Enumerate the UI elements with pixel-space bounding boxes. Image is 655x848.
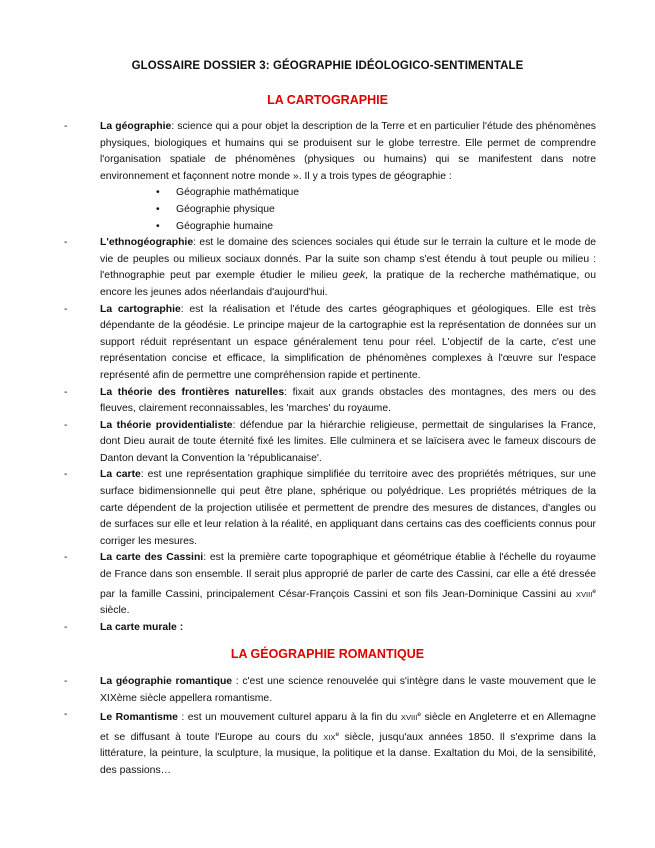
list-dash: -	[64, 621, 68, 633]
entry-term: La théorie providentialiste	[100, 419, 233, 431]
entry-definition-middle: siècle en Angleterre et en Allemagne et se diffusant à toute l'Europe au cours du	[100, 712, 596, 743]
entry-definition: : c'est une science renouvelée qui s'intègre dans le vaste mouvement que le XIXème siècle appellera romantisme.	[100, 676, 596, 704]
glossary-entry-carte-murale	[60, 620, 596, 637]
glossary-entry-cartographie	[60, 302, 596, 385]
entry-definition: :	[176, 621, 184, 633]
entry-term: Le Romantisme	[100, 712, 178, 724]
entry-term: La géographie romantique	[100, 676, 233, 687]
list-item: • Géographie physique	[100, 202, 596, 219]
glossary-entry-romantisme	[60, 707, 596, 779]
glossary-entry-carte-cassini	[60, 550, 596, 619]
entry-definition: : science qui a pour objet la description de la Terre et en particulier l'étude des phénomènes physiques, biologiques et humains qui se produisent sur le globe terrestre. Elle permet de comprendre l'organisation spatiale de phénomènes (physiques ou humains) qui se manifestent dans notre environnement et façonnent notre monde ». Il y a trois types de géographie :	[100, 121, 597, 182]
entry-definition: : fixait aux grands obstacles des montagnes, des mers ou des fleuves, clairement reconnaissables, les 'marches' du royaume.	[100, 386, 596, 415]
list-dash: -	[64, 469, 68, 481]
entry-italic-word: geek	[342, 270, 366, 282]
entry-term: La carte murale	[100, 621, 177, 633]
bullet-icon: •	[156, 187, 160, 199]
entry-definition-end: , la pratique de la recherche mathématique, ou encore les jeunes ados néerlandais d'aujourd'hui.	[100, 270, 596, 298]
entry-definition-end: siècle, jusqu'aux années 1850. Il s'exprime dans la littérature, la peinture, la sculpture, la musique, la politique et la danse. Exaltation du Moi, de la sensibilité, des passions…	[100, 731, 596, 776]
cartographie-entries	[60, 119, 596, 636]
glossary-entry-frontieres-naturelles	[60, 385, 596, 418]
bullet-icon: •	[156, 203, 160, 215]
century-superscript: e	[417, 711, 421, 719]
glossary-entry-geographie	[60, 119, 596, 235]
century-superscript: e	[335, 730, 340, 738]
century-numeral: XIX	[323, 732, 336, 742]
entry-definition-end: siècle.	[100, 605, 130, 617]
list-dash: -	[64, 676, 68, 687]
entry-term: La cartographie	[100, 303, 181, 315]
geographie-types-list	[100, 185, 596, 235]
entry-term: La carte	[100, 469, 141, 481]
century-numeral: XVIII	[575, 589, 593, 599]
romantique-entries	[60, 674, 596, 780]
century-numeral: XVIII	[400, 713, 418, 723]
list-dash: -	[64, 121, 68, 132]
century-superscript: e	[592, 587, 596, 595]
entry-definition: : est une représentation graphique simplifiée du territoire avec des propriétés métriques, sur une surface bidimensionnelle qui peut être plane, sphérique ou polyédrique. Les propriétés métriques de la carte dépendent de la projection utilisée et permettent de prendre des mesures de distances, d'angles ou de surfaces sur elle et leur relation à la réalité, en appliquant dans certains cas des coefficients connus pour corriger les mesures.	[100, 469, 597, 547]
section-heading-cartographie: LA CARTOGRAPHIE	[267, 93, 388, 107]
document-title: GLOSSAIRE DOSSIER 3: GÉOGRAPHIE IDÉOLOGICO-SENTIMENTALE	[131, 60, 524, 72]
bullet-icon: •	[156, 220, 160, 232]
list-dash: -	[64, 303, 68, 315]
entry-definition: : défendue par la hiérarchie religieuse, permettait de singularises la France, dont Dieu aurait de toute éternité fixé les limites. Elle culminera et se laïcisera avec le fameux discours de Danton devant la Convention la 'républicanaise'.	[100, 419, 596, 464]
list-dash: -	[64, 709, 68, 721]
glossary-entry-geographie-romantique	[60, 674, 596, 707]
glossary-entry-providentialiste	[60, 418, 596, 468]
entry-definition: : est la première carte topographique et géométrique établie à l'échelle du royaume de France dans son ensemble. Il serait plus approprié de parler de carte des Cassini, car elle a été dressée par la famille Cassini, principalement César-François Cassini et son fils Jean-Dominique Cassini au	[100, 552, 596, 600]
list-dash: -	[64, 552, 68, 564]
entry-term: La carte des Cassini	[100, 552, 204, 564]
list-item: • Géographie mathématique	[100, 185, 596, 202]
entry-definition: : est un mouvement culturel apparu à la fin du	[177, 712, 401, 724]
section-heading-geographie-romantique: LA GÉOGRAPHIE ROMANTIQUE	[230, 647, 425, 661]
list-item: • Géographie humaine	[100, 219, 596, 236]
entry-definition: : est la réalisation et l'étude des cartes géographiques et géologiques. Elle est très dépendante de la géodésie. Le principe majeur de la cartographie est la représentation de données sur un support réduit représentant un espace généralement tenu pour réel. L'objectif de la carte, c'est une représentation concise et efficace, la simplification de phénomènes complexes à l'œuvre sur l'espace représenté afin de permettre une compréhension rapide et pertinente.	[100, 303, 597, 381]
entry-term: L'ethnogéographie	[100, 237, 194, 249]
list-dash: -	[64, 237, 68, 249]
glossary-entry-carte	[60, 467, 596, 550]
glossary-entry-ethnogeographie	[60, 235, 596, 301]
list-dash: -	[64, 419, 68, 431]
entry-term: La théorie des frontières naturelles	[100, 386, 285, 398]
entry-term: La géographie	[100, 121, 172, 132]
list-dash: -	[64, 386, 68, 398]
entry-definition: : est le domaine des sciences sociales qui étude sur le terrain la culture et le mode de vie de peuples ou milieux sociaux donnés. Par la suite son champ s'est étendu à tout peuple ou milieu : l'ethnographie peut par exemple étudier le milieu	[100, 237, 596, 282]
